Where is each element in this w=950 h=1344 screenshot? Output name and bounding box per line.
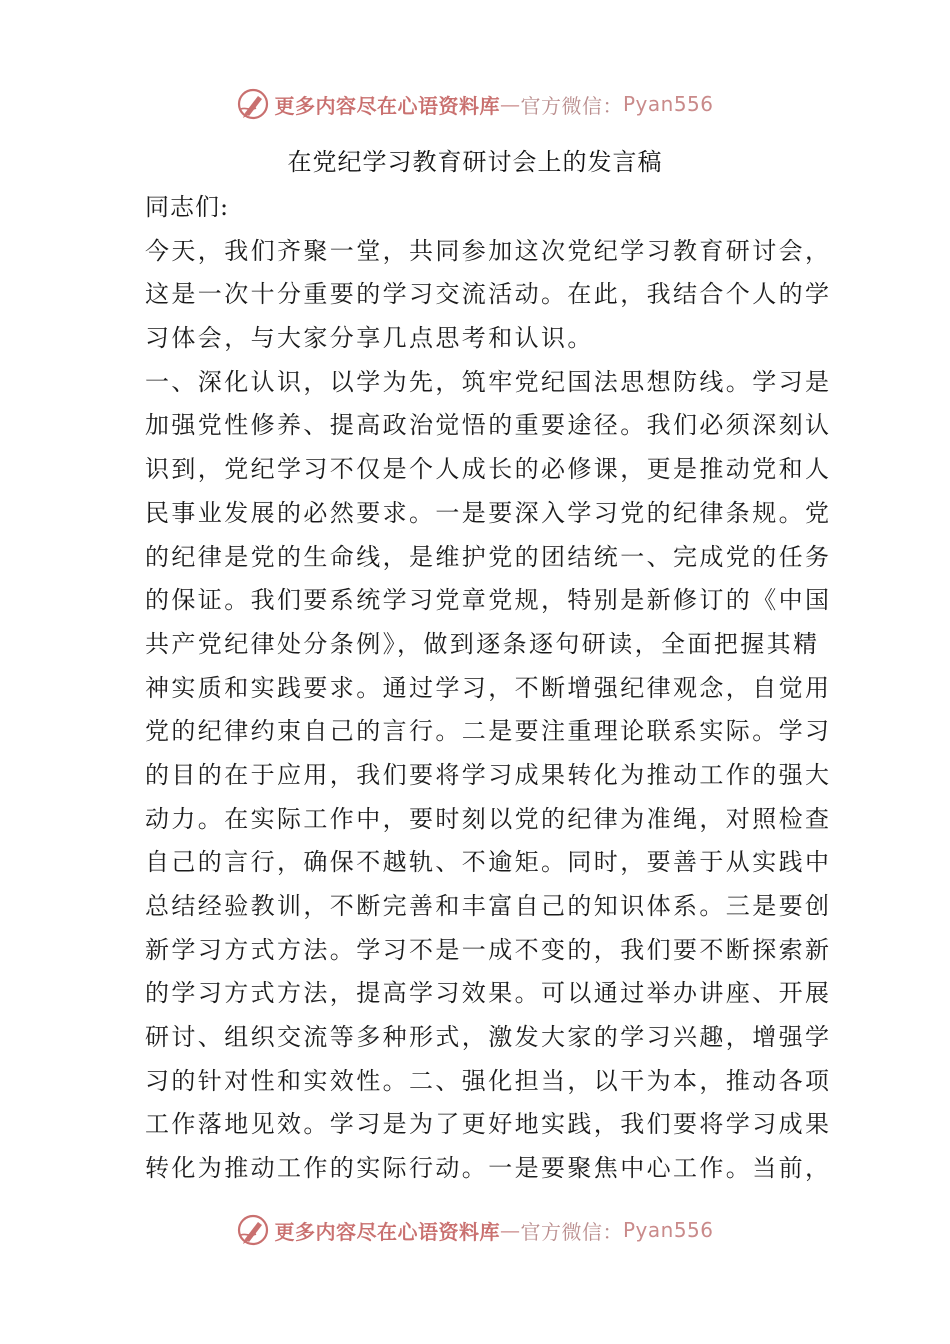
document-title: 在党纪学习教育研讨会上的发言稿 <box>287 148 663 176</box>
body-line: 加强党性修养、提高政治觉悟的重要途径。我们必须深刻认 <box>145 411 832 440</box>
body-line: 研讨、组织交流等多种形式，激发大家的学习兴趣，增强学 <box>145 1023 832 1052</box>
body-line: 自己的言行，确保不越轨、不逾矩。同时，要善于从实践中 <box>145 848 832 877</box>
salutation: 同志们: <box>145 193 230 221</box>
body-line: 总结经验教训，不断完善和丰富自己的知识体系。三是要创 <box>145 892 832 920</box>
body-line: 神实质和实践要求。通过学习，不断增强纪律观念，自觉用 <box>145 673 832 702</box>
body-line: 的纪律是党的生命线，是维护党的团结统一、完成党的任务 <box>145 542 832 571</box>
body-line: 一、深化认识，以学为先，筑牢党纪国法思想防线。学习是 <box>145 367 832 396</box>
document-body <box>145 186 832 1191</box>
banner-separator: — <box>499 1218 521 1242</box>
body-line: 共产党纪律处分条例》，做到逐条逐句研读，全面把握其精 <box>145 629 820 658</box>
banner-brand: 更多内容尽在心语资料库 <box>274 93 500 118</box>
body-line: 党的纪律约束自己的言行。二是要注重理论联系实际。学习 <box>145 717 832 746</box>
body-line: 转化为推动工作的实际行动。一是要聚焦中心工作。当前， <box>145 1154 832 1183</box>
banner-separator: — <box>499 92 521 116</box>
body-line: 习的针对性和实效性。二、强化担当，以干为本，推动各项 <box>145 1066 832 1095</box>
pen-nib-logo-icon <box>236 87 270 121</box>
body-line: 动力。在实际工作中，要时刻以党的纪律为准绳，对照检查 <box>145 804 832 833</box>
body-line: 这是一次十分重要的学习交流活动。在此，我结合个人的学 <box>145 280 832 309</box>
header-watermark <box>0 82 950 126</box>
body-line: 民事业发展的必然要求。一是要深入学习党的纪律条规。党 <box>145 498 832 527</box>
body-line: 的目的在于应用，我们要将学习成果转化为推动工作的强大 <box>145 760 832 789</box>
body-line: 新学习方式方法。学习不是一成不变的，我们要不断探索新 <box>145 935 832 964</box>
body-line: 习体会，与大家分享几点思考和认识。 <box>145 324 594 353</box>
body-line: 今天，我们齐聚一堂，共同参加这次党纪学习教育研讨会， <box>145 236 832 265</box>
footer-watermark <box>0 1208 950 1252</box>
banner-official-label: 官方微信： <box>520 1219 623 1244</box>
banner-brand: 更多内容尽在心语资料库 <box>274 1219 500 1244</box>
body-line: 工作落地见效。学习是为了更好地实践，我们要将学习成果 <box>145 1110 832 1139</box>
banner-official-label: 官方微信： <box>520 93 623 118</box>
body-line: 的学习方式方法，提高学习效果。可以通过举办讲座、开展 <box>145 979 832 1008</box>
pen-nib-logo-icon <box>236 1213 270 1247</box>
body-line: 的保证。我们要系统学习党章党规，特别是新修订的《中国 <box>145 586 832 615</box>
banner-wechat-handle: Pyan556 <box>622 1218 714 1242</box>
body-line: 识到，党纪学习不仅是个人成长的必修课，更是推动党和人 <box>145 455 832 484</box>
banner-wechat-handle: Pyan556 <box>622 92 714 116</box>
